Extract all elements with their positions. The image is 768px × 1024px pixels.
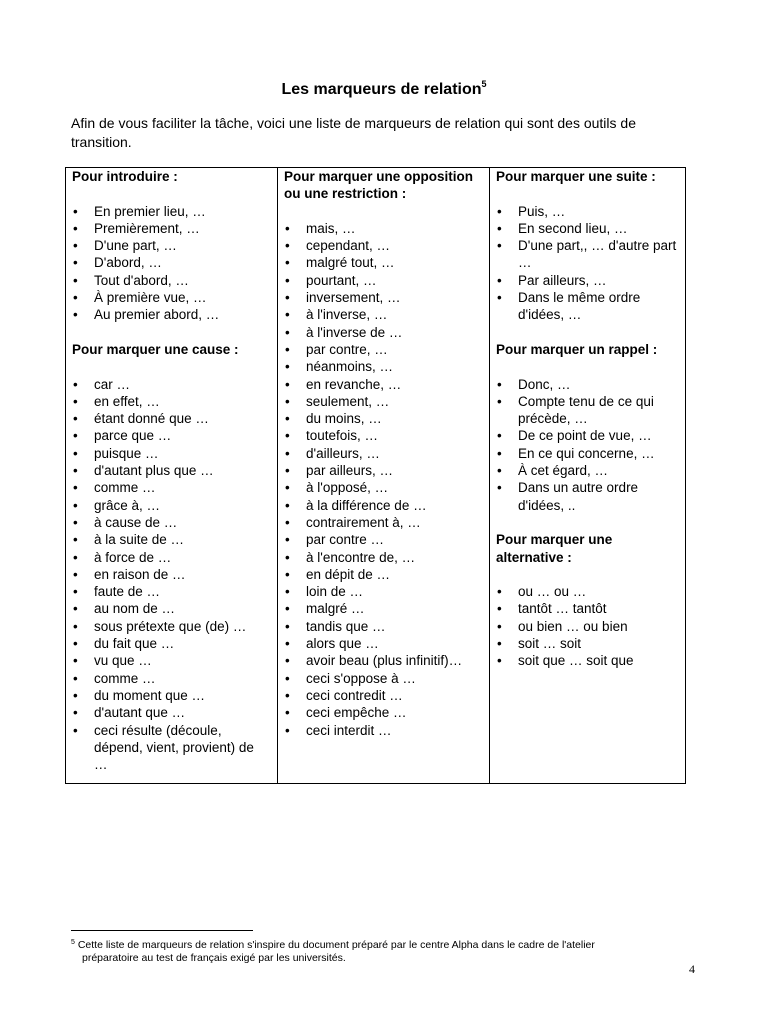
marker-item: • avoir beau (plus infinitif)… (284, 652, 483, 669)
marker-item: • comme … (72, 670, 271, 687)
marker-item: • à l'encontre de, … (284, 549, 483, 566)
marker-item: • Au premier abord, … (72, 306, 271, 323)
marker-item: • faute de … (72, 583, 271, 600)
title-text: Les marqueurs de relation (281, 81, 482, 98)
marker-item: • À première vue, … (72, 289, 271, 306)
marker-item: • Dans un autre ordre d'idées, .. (496, 479, 679, 514)
marker-item: • sous prétexte que (de) … (72, 618, 271, 635)
marker-item: • en dépit de … (284, 566, 483, 583)
marker-item: • D'une part,, … d'autre part … (496, 237, 679, 272)
section-heading: Pour introduire : (72, 169, 178, 184)
marker-item: • car … (72, 376, 271, 393)
marker-item: • En premier lieu, … (72, 203, 271, 220)
marker-item: • mais, … (284, 220, 483, 237)
footnote-line-1 (71, 936, 691, 952)
marker-item: • à l'inverse, … (284, 306, 483, 323)
section-spacer (496, 185, 679, 202)
section-spacer (72, 185, 271, 202)
marker-item: • inversement, … (284, 289, 483, 306)
marker-item: • d'autant plus que … (72, 462, 271, 479)
marker-item: • comme … (72, 479, 271, 496)
marker-item: • d'ailleurs, … (284, 445, 483, 462)
table-column (66, 168, 278, 783)
footnote-divider (71, 930, 253, 931)
marker-item: • cependant, … (284, 237, 483, 254)
marker-item: • par contre … (284, 531, 483, 548)
marker-item: • d'autant que … (72, 704, 271, 721)
section-spacer (496, 324, 679, 341)
marker-item: • ou … ou … (496, 583, 679, 600)
marker-item: • du moins, … (284, 410, 483, 427)
section-heading: Pour marquer une cause : (72, 341, 239, 357)
marker-item: • malgré … (284, 600, 483, 617)
marker-item: • tantôt … tantôt (496, 600, 679, 617)
marker-item: • Premièrement, … (72, 220, 271, 237)
marker-item: • Puis, … (496, 203, 679, 220)
marker-item: • ceci résulte (découle, dépend, vient, provient) de … (72, 722, 271, 774)
marker-item: • à force de … (72, 549, 271, 566)
marker-item: • Donc, … (496, 376, 679, 393)
marker-item: • Dans le même ordre d'idées, … (496, 289, 679, 324)
marker-item: • D'abord, … (72, 254, 271, 271)
marker-item: • en revanche, … (284, 376, 483, 393)
marker-item: • Tout d'abord, … (72, 272, 271, 289)
marker-item: • ceci s'oppose à … (284, 670, 483, 687)
marker-item: • vu que … (72, 652, 271, 669)
marker-item: • à la différence de … (284, 497, 483, 514)
footnote-line-2: préparatoire au test de français exigé par les universités. (82, 952, 346, 964)
markers-table (65, 167, 686, 784)
marker-item: • soit … soit (496, 635, 679, 652)
marker-item: • du fait que … (72, 635, 271, 652)
footnote (71, 936, 691, 965)
marker-list (496, 583, 679, 669)
footnote-number: 5 (71, 939, 75, 946)
page-title (0, 73, 768, 101)
marker-list (284, 220, 483, 739)
marker-item: • Par ailleurs, … (496, 272, 679, 289)
marker-item: • à cause de … (72, 514, 271, 531)
section-spacer (496, 358, 679, 375)
marker-item: • En ce qui concerne, … (496, 445, 679, 462)
marker-item: • néanmoins, … (284, 358, 483, 375)
marker-item: • En second lieu, … (496, 220, 679, 237)
marker-item: • À cet égard, … (496, 462, 679, 479)
table-column (490, 168, 685, 783)
title-footnote-ref: 5 (481, 79, 487, 89)
marker-item: • puisque … (72, 445, 271, 462)
marker-item: • ceci interdit … (284, 722, 483, 739)
marker-list (72, 376, 271, 774)
marker-item: • ou bien … ou bien (496, 618, 679, 635)
section-spacer (284, 203, 483, 220)
marker-item: • soit que … soit que (496, 652, 679, 669)
marker-item: • tandis que … (284, 618, 483, 635)
marker-item: • D'une part, … (72, 237, 271, 254)
marker-item: • seulement, … (284, 393, 483, 410)
marker-list (496, 203, 679, 324)
marker-item: • alors que … (284, 635, 483, 652)
marker-list (72, 203, 271, 324)
marker-item: • ceci empêche … (284, 704, 483, 721)
marker-item: • par contre, … (284, 341, 483, 358)
section-heading: Pour marquer une alternative : (496, 532, 613, 565)
marker-item: • Compte tenu de ce qui précède, … (496, 393, 679, 428)
marker-item: • malgré tout, … (284, 254, 483, 271)
marker-item: • toutefois, … (284, 427, 483, 444)
marker-item: • De ce point de vue, … (496, 427, 679, 444)
marker-item: • contrairement à, … (284, 514, 483, 531)
page-number: 4 (689, 962, 695, 976)
section-heading: Pour marquer une opposition ou une restriction : (284, 169, 474, 202)
marker-item: • loin de … (284, 583, 483, 600)
section-spacer (496, 514, 679, 531)
section-spacer (496, 566, 679, 583)
marker-item: • à la suite de … (72, 531, 271, 548)
marker-item: • étant donné que … (72, 410, 271, 427)
marker-item: • à l'inverse de … (284, 324, 483, 341)
section-spacer (72, 324, 271, 341)
intro-paragraph: Afin de vous faciliter la tâche, voici une liste de marqueurs de relation qui sont des outils de transition. (71, 115, 636, 150)
section-heading: Pour marquer un rappel : (496, 341, 658, 357)
marker-item: • par ailleurs, … (284, 462, 483, 479)
section-heading: Pour marquer une suite : (496, 169, 656, 184)
marker-item: • pourtant, … (284, 272, 483, 289)
marker-item: • du moment que … (72, 687, 271, 704)
section-spacer (72, 358, 271, 375)
marker-list (496, 376, 679, 514)
marker-item: • ceci contredit … (284, 687, 483, 704)
marker-item: • grâce à, … (72, 497, 271, 514)
marker-item: • en effet, … (72, 393, 271, 410)
marker-item: • en raison de … (72, 566, 271, 583)
marker-item: • au nom de … (72, 600, 271, 617)
footnote-text-1: Cette liste de marqueurs de relation s'inspire du document préparé par le centre Alpha dans le cadre de l'atelier (77, 939, 595, 951)
marker-item: • parce que … (72, 427, 271, 444)
marker-item: • à l'opposé, … (284, 479, 483, 496)
table-column (278, 168, 490, 783)
